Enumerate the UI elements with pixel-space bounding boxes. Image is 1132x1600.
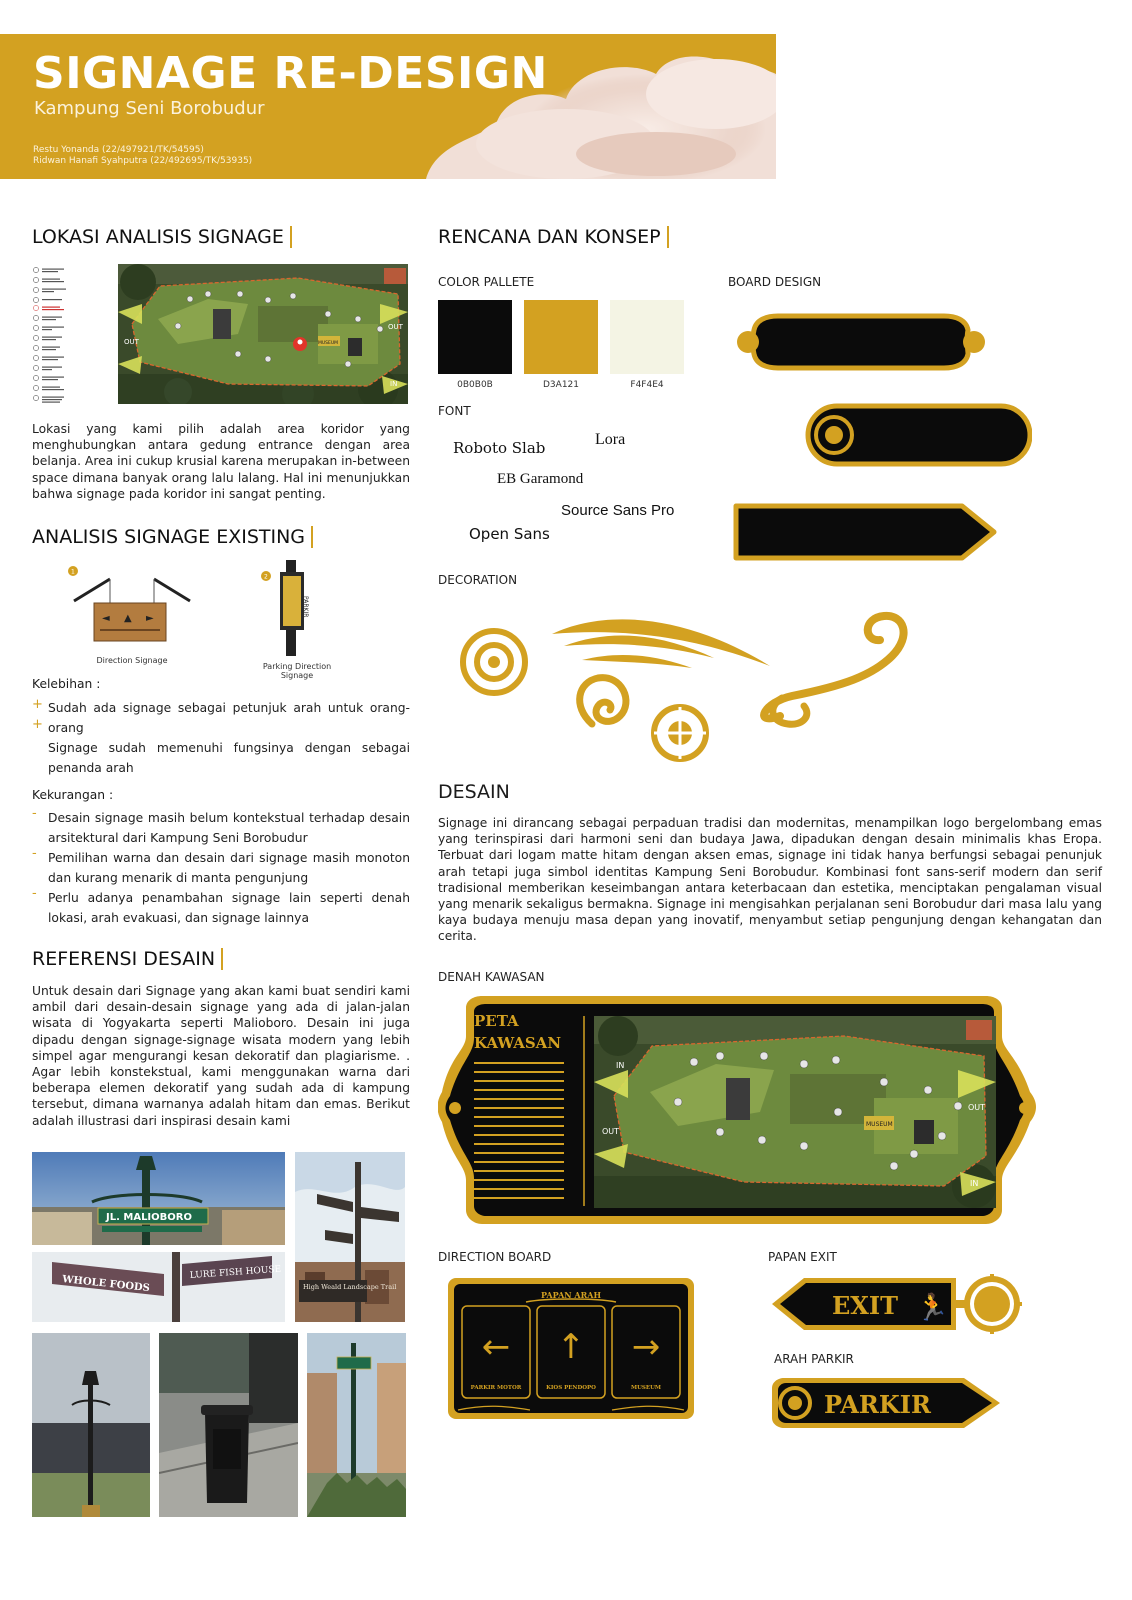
kekurangan-item-2: Pemilihan warna dan desain dari signage masih monoton dan kurang menarik di manta pengunjung: [48, 851, 410, 886]
denah-label-museum: MUSEUM: [866, 1121, 893, 1128]
map-label-museum: MUSEUM: [318, 341, 339, 346]
existing-direction-signage: [62, 565, 202, 665]
photo-trash-bin: [159, 1333, 298, 1517]
peta-title-1: PETA: [474, 1012, 519, 1030]
denah-map-board: [438, 996, 1043, 1226]
peta-title-2: KAWASAN: [474, 1034, 562, 1052]
parking-sign-text: PARKIR: [302, 596, 309, 618]
minus-icon: -: [32, 846, 37, 861]
photo-malioboro: [32, 1152, 285, 1245]
photo-text-wholefoods: WHOLE FOODS: [61, 1274, 151, 1295]
photo-malioboro-graphic: [32, 1152, 285, 1245]
font-sample-lora: Lora: [595, 431, 626, 448]
existing-num-2: 2: [264, 573, 268, 581]
arrow-left-icon: ←: [481, 1327, 511, 1367]
photo-fingerpost: [295, 1152, 405, 1322]
map-label-in: IN: [390, 380, 398, 388]
swatch-cream: [610, 300, 684, 374]
running-person-icon: 🏃: [916, 1293, 949, 1323]
decoration-motifs: [452, 606, 952, 766]
desain-paragraph: Signage ini dirancang sebagai perpaduan tradisi dan modernitas, menampilkan logo bergelombang emas yang terinspirasi dari harmoni seni dan budaya Jawa, dipadukan dengan desain minimalis khas Eropa. Terbuat dari logam matte hitam dengan aksen emas, signage ini tidak hanya berfungsi sebagai penunjuk arah tetapi juga simbol identitas Kampung Seni Borobudur. Kombinasi font sans-serif modern dan serif tradisional memberikan keseimbangan antara keterbacaan dan estetika, menciptakan pengalaman visual yang menarik sekaligus bermakna. Signage ini mengisahkan perjalanan seni Borobudur dari masa lalu yang kaya budaya menuju masa depan yang inovatif, menyambut setiap pengunjung dengan kehangatan dan cerita.: [438, 816, 1102, 944]
minus-icon: -: [32, 806, 37, 821]
lokasi-paragraph: Lokasi yang kami pilih adalah area koridor yang menghubungkan antara gedung entrance dengan area belanja. Area ini cukup krusial karena merupakan in-between space dimana banyak orang lalu lalang. Hal ini menunjukkan bahwa signage pada koridor ini sangat penting.: [32, 422, 410, 501]
photo-text-high-weald: High Weald Landscape Trail: [303, 1283, 397, 1291]
denah-label-in: IN: [616, 1061, 625, 1070]
section-title-lokasi-text: LOKASI ANALISIS SIGNAGE: [32, 226, 284, 248]
swatch-gold-label: D3A121: [543, 380, 579, 390]
exit-sign: [770, 1272, 1022, 1336]
section-title-referensi: [32, 948, 223, 970]
kekurangan-item-1: Desain signage masih belum kontekstual terhadap desain arsitektural dari Kampung Seni Borobudur: [48, 811, 410, 846]
font-sample-source-sans: Source Sans Pro: [561, 502, 675, 519]
svg-text:▲: ▲: [124, 613, 132, 624]
header-banner: [0, 34, 776, 179]
color-palette-heading: COLOR PALLETE: [438, 275, 535, 289]
photo-wholefoods-graphic: [32, 1252, 285, 1322]
swatch-black-label: 0B0B0B: [457, 380, 493, 390]
exit-text: EXIT: [832, 1291, 898, 1320]
arah-label-parkir-motor: PARKIR MOTOR: [470, 1385, 522, 1391]
font-sample-roboto-slab: Roboto Slab: [453, 439, 546, 457]
site-map-graphic: [118, 264, 408, 404]
font-sample-eb-garamond: EB Garamond: [497, 471, 584, 487]
parking-signage-illustration: [254, 558, 340, 658]
referensi-paragraph: Untuk desain dari Signage yang akan kami buat sendiri kami ambil dari desain-desain signage yang ada di jalan-jalan wisata di Yogyakarta seperti Malioboro. Desain ini juga dipadu dengan signage-signage wisata modern yang lebih simpel agar mengurangi kesan dekoratif dan plagiarisme. . Agar lebih konstekstual, kami menggunakan warna dari beberapa elemen dekoratif yang sudah ada di kampung tersebut, dimana warnanya adalah hitam dan emas. Berikut adalah illustrasi dari inspirasi desain kami: [32, 984, 410, 1128]
denah-heading: DENAH KAWASAN: [438, 970, 545, 984]
photo-wholefoods: [32, 1252, 285, 1322]
caption-direction-signage: Direction Signage: [96, 656, 168, 665]
arrow-right-icon: →: [631, 1327, 661, 1367]
direction-board: [446, 1276, 696, 1421]
photo-lamp-post: [32, 1333, 150, 1517]
author-2: Ridwan Hanafi Syahputra (22/492695/TK/53935): [33, 156, 253, 166]
denah-label-out: OUT: [602, 1127, 620, 1136]
photo-text-lure: LURE FISH HOUSE: [189, 1264, 282, 1281]
parkir-text: PARKIR: [824, 1390, 931, 1419]
map-legend: [32, 266, 110, 406]
author-1: Restu Yonanda (22/497921/TK/54595): [33, 145, 204, 155]
board-design-shapes: [730, 310, 1032, 570]
photo-text-malioboro: JL. MALIOBORO: [106, 1212, 192, 1223]
font-sample-open-sans: Open Sans: [469, 525, 550, 543]
font-heading: FONT: [438, 404, 471, 418]
plus-icon: +: [32, 697, 43, 712]
photo-lamp-post-graphic: [32, 1333, 150, 1517]
kekurangan-item-3: Perlu adanya penambahan signage lain seperti denah lokasi, arah evakuasi, dan signage lainnya: [48, 891, 410, 926]
board-design-heading: BOARD DESIGN: [728, 275, 822, 289]
photo-street-sign: [307, 1333, 406, 1517]
arrow-up-icon: ↑: [556, 1327, 586, 1367]
map-label-out-2: OUT: [388, 323, 403, 331]
kelebihan-item-2: Signage sudah memenuhi fungsinya dengan sebagai penanda arah: [48, 741, 410, 776]
section-title-referensi-text: REFERENSI DESAIN: [32, 948, 216, 970]
denah-label-in-2: IN: [970, 1179, 979, 1188]
direction-signage-illustration: [62, 565, 202, 655]
svg-text:►: ►: [146, 613, 154, 624]
section-title-analisis: [32, 526, 313, 548]
section-title-rencana-text: RENCANA DAN KONSEP: [438, 226, 661, 248]
site-map-aerial: [118, 264, 408, 404]
swatch-cream-label: F4F4E4: [630, 380, 664, 390]
arah-label-museum: MUSEUM: [631, 1385, 661, 1391]
section-title-rencana: [438, 226, 669, 248]
plus-icon: +: [32, 717, 43, 732]
decoration-heading: DECORATION: [438, 573, 518, 587]
kelebihan-item-1: Sudah ada signage sebagai petunjuk arah untuk orang-orang: [48, 701, 410, 736]
minus-icon: -: [32, 886, 37, 901]
section-title-desain: DESAIN: [438, 781, 510, 803]
arah-label-kios-pendopo: KIOS PENDOPO: [546, 1385, 596, 1391]
section-title-analisis-text: ANALISIS SIGNAGE EXISTING: [32, 526, 306, 548]
existing-num-1: 1: [71, 568, 75, 576]
photo-fingerpost-graphic: [295, 1152, 405, 1322]
page-subtitle: Kampung Seni Borobudur: [34, 98, 265, 119]
photo-street-sign-graphic: [307, 1333, 406, 1517]
svg-text:◄: ◄: [102, 613, 110, 624]
arah-parkir-heading: ARAH PARKIR: [774, 1352, 854, 1366]
section-title-lokasi: [32, 226, 292, 248]
papan-exit-heading: PAPAN EXIT: [768, 1250, 837, 1264]
map-label-out: OUT: [124, 338, 139, 346]
denah-label-out-2: OUT: [968, 1103, 986, 1112]
caption-parking-signage: Parking Direction Signage: [262, 662, 332, 680]
kelebihan-label: Kelebihan :: [32, 677, 101, 691]
page-title: SIGNAGE RE-DESIGN: [33, 48, 548, 99]
photo-trash-bin-graphic: [159, 1333, 298, 1517]
papan-arah-title: PAPAN ARAH: [541, 1290, 601, 1300]
existing-parking-signage: [254, 558, 340, 683]
legend-graphic: [32, 266, 110, 406]
kekurangan-label: Kekurangan :: [32, 788, 114, 802]
swatch-black: [438, 300, 512, 374]
parkir-sign: [768, 1376, 1002, 1430]
direction-board-heading: DIRECTION BOARD: [438, 1250, 552, 1264]
swatch-gold: [524, 300, 598, 374]
